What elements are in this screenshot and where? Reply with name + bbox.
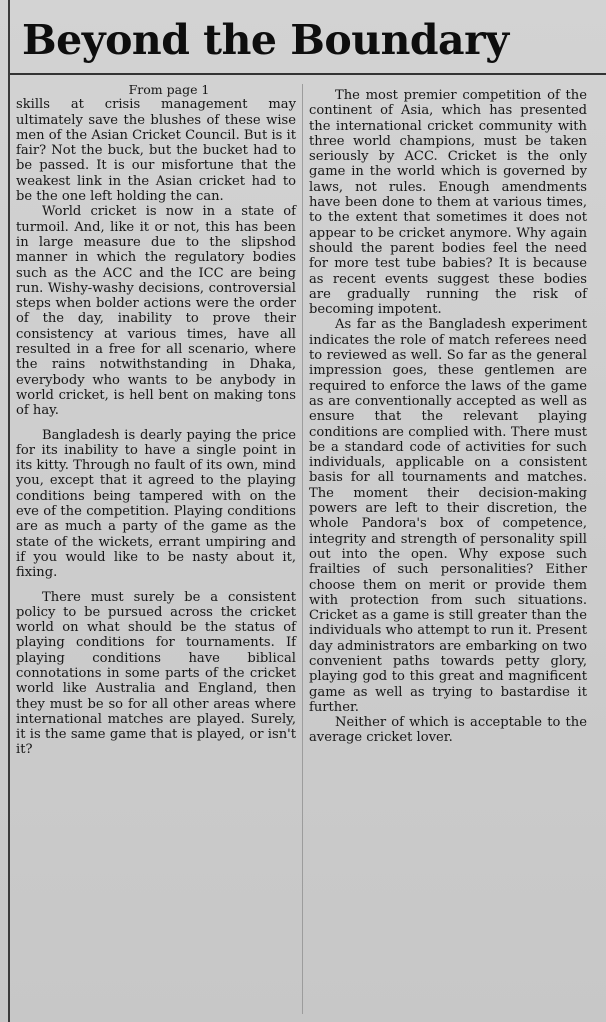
column-right bbox=[309, 88, 587, 746]
paragraph: The most premier competition of the continent of Asia, which has presented the international cricket community with three world champions, must be taken seriously by ACC. Cricket is the only game in the world which is governed by laws, not rules. Enough amendments have been done to them at various times, to the extent that sometimes it does not appear to be cricket anymore. Why again should the parent bodies feel the need for more test tube babies? It is because as recent events suggest these bodies are gradually running the risk of becoming impotent. bbox=[309, 88, 587, 318]
paragraph: World cricket is now in a state of turmoil. And, like it or not, this has been in large measure due to the slipshod manner in which the regulatory bodies such as the ACC and the ICC are being run. Wishy-washy decisions, controversial steps when bolder actions were the order of the day, inability to prove their consistency at various times, have all resulted in a free for all scenario, where the rains notwithstanding in Dhaka, everybody who wants to be anybody in world cricket, is hell bent on making tons of hay. bbox=[16, 204, 296, 419]
left-margin-rule bbox=[8, 0, 10, 1022]
paragraph: As far as the Bangladesh experiment indicates the role of match referees need to reviewed as well. So far as the general impression goes, these gentlemen are required to enforce the laws of the game as are conventionally accepted as well as ensure that the relevant playing conditions are complied with. There must be a standard code of activities for such individuals, applicable on a consistent basis for all tournaments and matches. The moment their decision-making powers are left to their discretion, the whole Pandora's box of competence, integrity and strength of personality spill out into the open. Why expose such frailties of such personalities? Either choose them on merit or provide them with protection from such situations. Cricket as a game is still greater than the individuals who attempt to run it. Present day administrators are embarking on two convenient paths towards petty glory, playing god to this great and magnificent game as well as trying to bastardise it further. bbox=[309, 317, 587, 715]
column-left bbox=[16, 82, 296, 758]
headline-rule bbox=[10, 73, 606, 75]
column-divider bbox=[302, 84, 303, 1014]
jump-line: From page 1 bbox=[128, 82, 210, 97]
paragraph: Bangladesh is dearly paying the price for its inability to have a single point in its kitty. Through no fault of its own, mind you, except that it agreed to the playing conditions being tampered with on the eve of the competition. Playing conditions are as much a party of the game as the state of the wickets, errant umpiring and if you would like to be nasty about it, fixing. bbox=[16, 427, 296, 581]
headline: Beyond the Boundary bbox=[22, 16, 509, 64]
paragraph: skills at crisis management may ultimately save the blushes of these wise men of the Asian Cricket Council. But is it fair? Not the buck, but the bucket had to be passed. It is our misfortune that the weakest link in the Asian cricket had to be the one left holding the can. bbox=[16, 97, 296, 205]
paragraph: There must surely be a consistent policy to be pursued across the cricket world on what should be the status of playing conditions for tournaments. If playing conditions have biblical connotations in some parts of the cricket world like Australia and England, then they must be so for all other areas where international matches are played. Surely, it is the same game that is played, or isn't it? bbox=[16, 589, 296, 758]
paragraph: Neither of which is acceptable to the average cricket lover. bbox=[309, 715, 587, 746]
